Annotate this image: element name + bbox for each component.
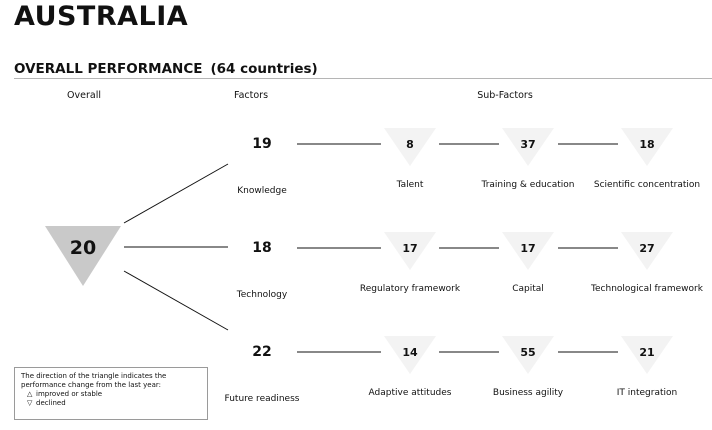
column-header-subfactors: Sub-Factors xyxy=(477,90,533,101)
legend-declined xyxy=(21,399,201,408)
factor-rank-technology: 18 xyxy=(252,240,272,256)
subfactor-label-technological-framework: Technological framework xyxy=(591,284,703,294)
factor-rank-future-readiness: 22 xyxy=(252,344,272,360)
subfactor-label-it-integration: IT integration xyxy=(616,388,678,398)
subfactor-rank-business-agility: 55 xyxy=(520,346,536,359)
factor-label-future-readiness: Future readiness xyxy=(224,394,300,404)
subfactor-label-business-agility: Business agility xyxy=(492,388,564,398)
factor-label-technology: Technology xyxy=(236,290,288,300)
subfactor-label-regulatory-framework: Regulatory framework xyxy=(359,284,461,294)
legend-declined-label: declined xyxy=(36,399,66,407)
factor-rank-knowledge: 19 xyxy=(252,136,272,152)
legend-box xyxy=(14,367,208,420)
subfactor-rank-technological-framework: 27 xyxy=(639,242,655,255)
section-subtitle: (64 countries) xyxy=(210,61,318,77)
subfactor-label-scientific-concentration: Scientific concentration xyxy=(593,180,701,190)
subfactor-label-training-education: Training & education xyxy=(481,180,575,190)
subfactor-label-talent: Talent xyxy=(396,180,424,190)
legend-intro: The direction of the triangle indicates the performance change from the last year: xyxy=(21,372,167,389)
subfactor-connectors xyxy=(297,144,618,352)
section-title-text: OVERALL PERFORMANCE xyxy=(14,61,203,77)
subfactor-rank-capital: 17 xyxy=(520,242,536,255)
factor-label-knowledge: Knowledge xyxy=(237,186,287,196)
overall-rank: 20 xyxy=(69,237,97,259)
legend-improved xyxy=(21,390,201,399)
country-title: AUSTRALIA xyxy=(14,1,189,32)
triangle-up-icon: △ xyxy=(27,390,33,398)
legend-improved-label: improved or stable xyxy=(36,390,103,398)
column-header-overall: Overall xyxy=(67,90,101,101)
column-header-factors: Factors xyxy=(233,90,269,101)
subfactor-rank-it-integration: 21 xyxy=(639,346,655,359)
subfactor-rank-adaptive-attitudes: 14 xyxy=(402,346,418,359)
subfactor-rank-scientific-concentration: 18 xyxy=(639,138,655,151)
subfactor-label-capital: Capital xyxy=(512,284,544,294)
connector-overall-knowledge xyxy=(124,164,228,223)
triangle-down-icon: ▽ xyxy=(27,399,33,407)
connector-overall-future xyxy=(124,271,228,330)
subfactor-rank-training-education: 37 xyxy=(520,138,536,151)
subfactor-label-adaptive-attitudes: Adaptive attitudes xyxy=(368,388,452,398)
subfactor-rank-talent: 8 xyxy=(406,138,414,151)
subfactor-rank-regulatory-framework: 17 xyxy=(402,242,418,255)
